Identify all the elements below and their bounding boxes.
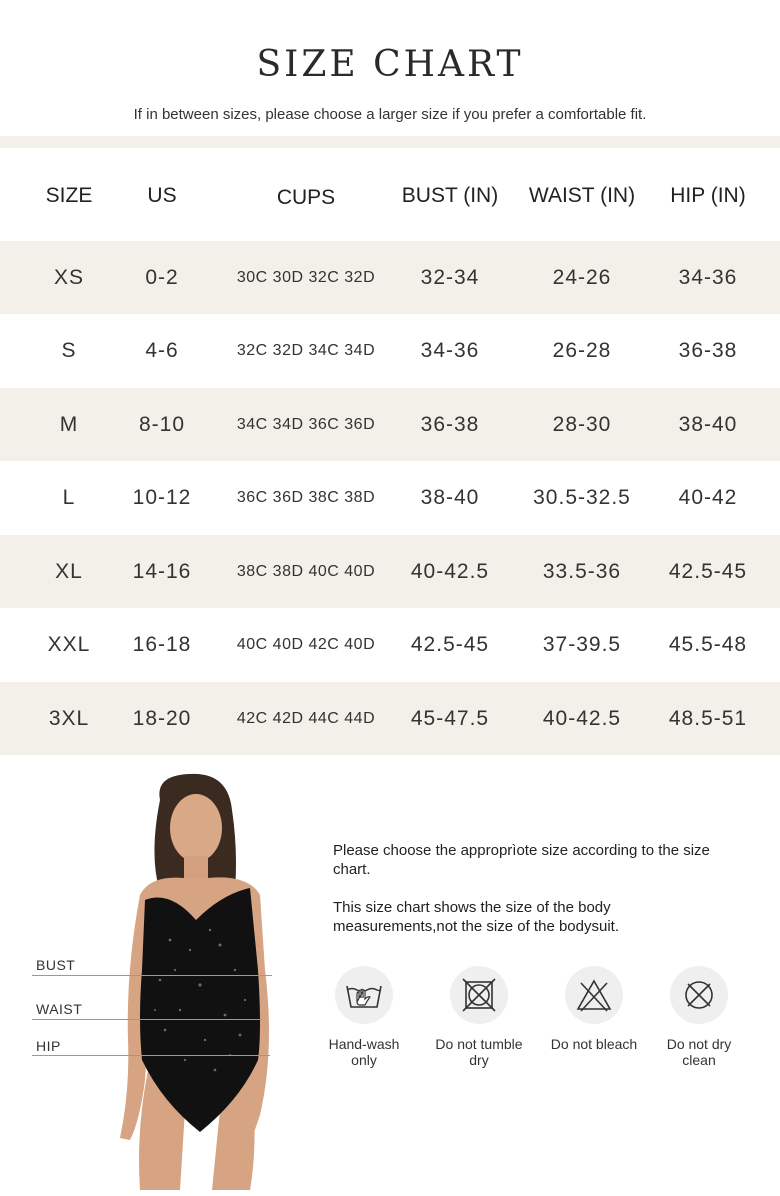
table-row [0, 535, 780, 608]
no-bleach-icon [575, 977, 613, 1013]
cell-cups: 38C 38D 40C 40D [236, 562, 376, 580]
cell-hip: 34-36 [678, 265, 738, 289]
care-item-no-dry-clean [654, 966, 744, 1068]
care-item-no-bleach [549, 966, 639, 1052]
cell-us: 4-6 [145, 338, 179, 362]
cell-bust: 40-42.5 [410, 559, 490, 583]
column-header-waist: WAIST (IN) [528, 184, 636, 207]
care-item-no-tumble-dry [434, 966, 524, 1068]
size-advice-text: If in between sizes, please choose a larger size if you prefer a comfortable fit. [133, 106, 647, 123]
cell-us: 0-2 [145, 265, 179, 289]
page-title: SIZE CHART [256, 44, 524, 85]
waist-line [32, 1019, 262, 1020]
cell-size: S [61, 338, 77, 362]
divider-band [0, 136, 780, 148]
cell-hip: 45.5-48 [668, 632, 748, 656]
bust-label: BUST [36, 957, 76, 973]
table-row [0, 314, 780, 387]
cell-hip: 36-38 [678, 338, 738, 362]
cell-size: XS [53, 265, 84, 289]
care-item-hand-wash [319, 966, 409, 1068]
cell-waist: 30.5-32.5 [533, 485, 631, 509]
cell-waist: 28-30 [552, 412, 612, 436]
size-table-header [0, 160, 780, 232]
no-tumble-dry-icon [461, 977, 497, 1013]
cell-bust: 32-34 [420, 265, 480, 289]
hand-wash-icon [344, 980, 384, 1010]
cell-hip: 38-40 [678, 412, 738, 436]
cell-us: 10-12 [132, 485, 192, 509]
cell-bust: 45-47.5 [410, 706, 490, 730]
model-photo [100, 770, 330, 1190]
table-row [0, 388, 780, 461]
column-header-size: SIZE [45, 184, 93, 207]
cell-waist: 37-39.5 [542, 632, 622, 656]
table-row [0, 461, 780, 534]
care-label-no-bleach: Do not bleach [550, 1036, 638, 1052]
hip-line [32, 1055, 270, 1056]
column-header-bust: BUST (IN) [401, 184, 499, 207]
cell-size: XXL [47, 632, 91, 656]
column-header-us: US [147, 184, 177, 207]
cell-us: 18-20 [132, 706, 192, 730]
no-dry-clean-icon [681, 977, 717, 1013]
waist-label: WAIST [36, 1001, 83, 1017]
care-label-hand-wash: Hand-wash only [328, 1036, 400, 1068]
cell-hip: 40-42 [678, 485, 738, 509]
info-text-choose-size: Please choose the approprìote size according to the size chart. [333, 842, 710, 878]
cell-waist: 40-42.5 [542, 706, 622, 730]
cell-hip: 48.5-51 [668, 706, 748, 730]
cell-cups: 34C 34D 36C 36D [236, 415, 376, 433]
table-row [0, 682, 780, 755]
cell-waist: 33.5-36 [542, 559, 622, 583]
column-header-cups: CUPS [276, 186, 336, 209]
cell-hip: 42.5-45 [668, 559, 748, 583]
cell-size: 3XL [48, 706, 90, 730]
cell-cups: 30C 30D 32C 32D [236, 268, 376, 286]
cell-bust: 36-38 [420, 412, 480, 436]
cell-bust: 38-40 [420, 485, 480, 509]
cell-cups: 42C 42D 44C 44D [236, 709, 376, 727]
cell-bust: 42.5-45 [410, 632, 490, 656]
hip-label: HIP [36, 1038, 61, 1054]
cell-us: 14-16 [132, 559, 192, 583]
care-label-no-dry-clean: Do not dry clean [666, 1036, 732, 1068]
cell-size: M [59, 412, 79, 436]
bust-line [32, 975, 272, 976]
cell-cups: 36C 36D 38C 38D [236, 488, 376, 506]
info-text-body-measurements: This size chart shows the size of the body measurements,not the size of the bodysuit. [333, 899, 619, 935]
column-header-hip: HIP (IN) [670, 184, 746, 207]
cell-cups: 40C 40D 42C 40D [236, 635, 376, 653]
table-row [0, 241, 780, 314]
cell-size: L [62, 485, 76, 509]
care-label-no-tumble-dry: Do not tumble dry [435, 1036, 523, 1068]
cell-waist: 26-28 [552, 338, 612, 362]
table-row [0, 608, 780, 681]
cell-waist: 24-26 [552, 265, 612, 289]
cell-us: 16-18 [132, 632, 192, 656]
cell-us: 8-10 [138, 412, 186, 436]
cell-cups: 32C 32D 34C 34D [236, 341, 376, 359]
cell-size: XL [55, 559, 83, 583]
cell-bust: 34-36 [420, 338, 480, 362]
